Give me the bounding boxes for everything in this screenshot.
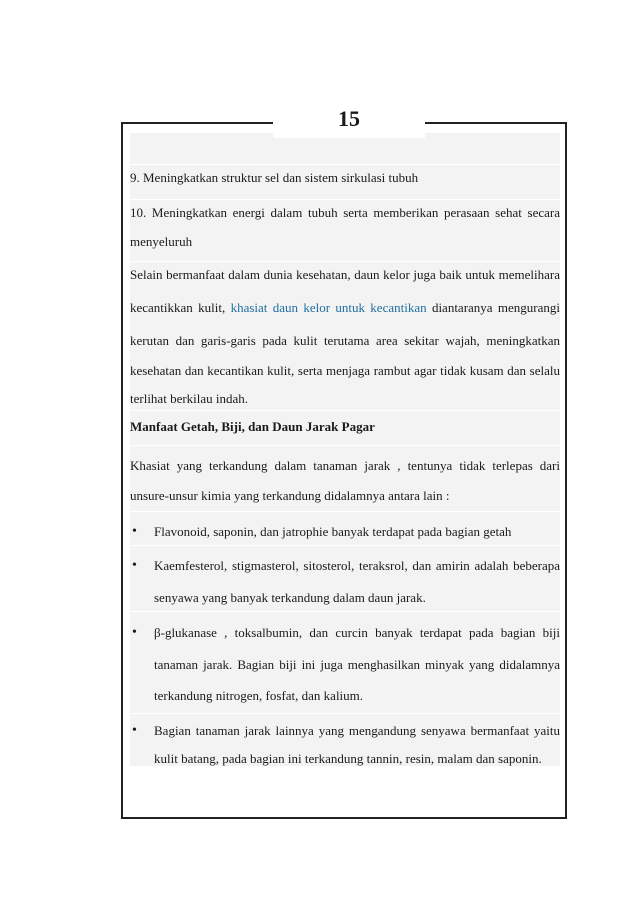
section-heading: Manfaat Getah, Biji, dan Daun Jarak Pagar bbox=[130, 419, 375, 434]
paragraph-1-line-3: kerutan dan garis-garis pada kulit terutama area sekitar wajah, meningkatkan bbox=[130, 333, 560, 348]
bullet-3-line-3: terkandung nitrogen, fosfat, dan kalium. bbox=[154, 688, 364, 703]
list-item-10-line-1: 10. Meningkatkan energi dalam tubuh serta memberikan perasaan sehat secara bbox=[130, 205, 560, 220]
list-item-10-line-2: menyeluruh bbox=[130, 234, 193, 249]
bullet-2-line-1: Kaemfesterol, stigmasterol, sitosterol, teraksrol, dan amirin adalah beberapa bbox=[154, 558, 560, 573]
bullet-icon: • bbox=[132, 723, 137, 738]
kelor-beauty-link[interactable]: khasiat daun kelor untuk kecantikan bbox=[230, 300, 427, 315]
paragraph-1-line-4: kesehatan dan kecantikan kulit, serta menjaga rambut agar tidak kusam dan selalu bbox=[130, 363, 560, 378]
paragraph-2-line-1: Khasiat yang terkandung dalam tanaman jarak , tentunya tidak terlepas dari bbox=[130, 458, 560, 473]
paragraph-2-line-2: unsure-unsur kimia yang terkandung didalamnya antara lain : bbox=[130, 488, 450, 503]
bullet-icon: • bbox=[132, 625, 137, 640]
bullet-icon: • bbox=[132, 558, 137, 573]
document-body bbox=[130, 133, 560, 766]
bullet-1-line-1: Flavonoid, saponin, dan jatrophie banyak terdapat pada bagian getah bbox=[154, 524, 512, 539]
bullet-3-line-1: β-glukanase , toksalbumin, dan curcin banyak terdapat pada bagian biji bbox=[154, 625, 560, 640]
bullet-4-line-1: Bagian tanaman jarak lainnya yang mengandung senyawa bermanfaat yaitu bbox=[154, 723, 560, 738]
bullet-3-line-2: tanaman jarak. Bagian biji ini juga menghasilkan minyak yang didalamnya bbox=[154, 657, 560, 672]
paragraph-1-line-2 bbox=[130, 298, 560, 318]
page-number: 15 bbox=[273, 100, 425, 138]
bullet-2-line-2: senyawa yang banyak terkandung dalam daun jarak. bbox=[154, 590, 426, 605]
paragraph-1-text-cont: diantaranya mengurangi bbox=[426, 300, 560, 315]
list-item-9: 9. Meningkatkan struktur sel dan sistem sirkulasi tubuh bbox=[130, 170, 419, 185]
bullet-4-line-2: kulit batang, pada bagian ini terkandung tannin, resin, malam dan saponin. bbox=[154, 751, 542, 766]
bullet-icon: • bbox=[132, 524, 137, 539]
paragraph-1-text: kecantikkan kulit, bbox=[130, 300, 231, 315]
paragraph-1-line-5: terlihat berkilau indah. bbox=[130, 391, 249, 406]
paragraph-1-line-1: Selain bermanfaat dalam dunia kesehatan, daun kelor juga baik untuk memelihara bbox=[130, 267, 560, 282]
